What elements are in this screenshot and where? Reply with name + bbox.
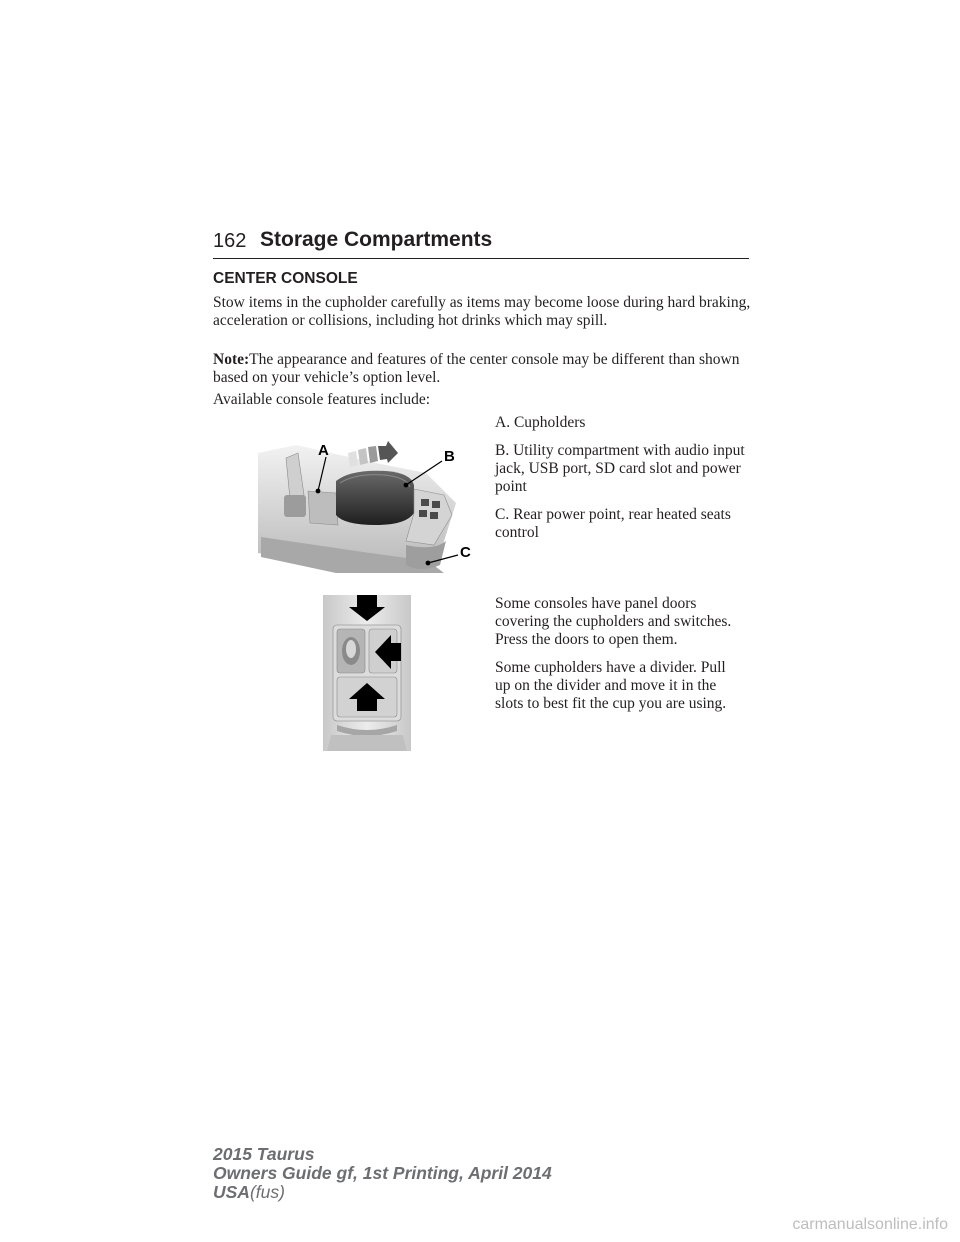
footer-region-suffix: (fus) — [249, 1182, 285, 1202]
footer-region-code: USA — [213, 1182, 250, 1202]
note-text: The appearance and features of the center console may be different than shown based on your vehicle’s option level. — [213, 351, 740, 386]
caption-cupholders: A. Cupholders — [495, 414, 586, 431]
caption-divider: Some cupholders have a divider. Pull up on the divider and move it in the slots to best fit the cup you are using. — [495, 659, 727, 712]
page-number: 162 — [213, 230, 247, 252]
footer-model: 2015 Taurus — [213, 1144, 315, 1164]
cupholder-doors-illustration — [323, 595, 411, 751]
features-intro: Available console features include: — [213, 391, 431, 408]
note-label: Note: — [213, 351, 250, 368]
note-paragraph — [213, 351, 753, 387]
cupholder-warning-paragraph: Stow items in the cupholder carefully as items may become loose during hard braking, acceleration or collisions, including hot drinks which may spill. — [213, 294, 751, 329]
footer-guide-info: Owners Guide gf, 1st Printing, April 2014 — [213, 1163, 552, 1183]
callout-a-label: A — [318, 442, 329, 459]
header-rule — [213, 258, 749, 259]
caption-panel-doors: Some consoles have panel doors covering the cupholders and switches. Press the doors to open them. — [495, 595, 732, 648]
watermark: carmanualsonline.info — [792, 1216, 948, 1233]
center-console-illustration — [256, 433, 486, 581]
section-title: Storage Compartments — [260, 228, 493, 251]
caption-rear-power-point: C. Rear power point, rear heated seats control — [495, 506, 731, 541]
callout-b-label: B — [444, 448, 455, 465]
cupholder-captions — [495, 595, 745, 723]
page-footer — [213, 1145, 552, 1202]
footer-region — [213, 1183, 552, 1202]
feature-captions — [495, 414, 745, 552]
callout-c-label: C — [460, 544, 471, 561]
caption-utility-compartment: B. Utility compartment with audio input jack, USB port, SD card slot and power point — [495, 442, 745, 495]
section-heading: CENTER CONSOLE — [213, 270, 358, 287]
